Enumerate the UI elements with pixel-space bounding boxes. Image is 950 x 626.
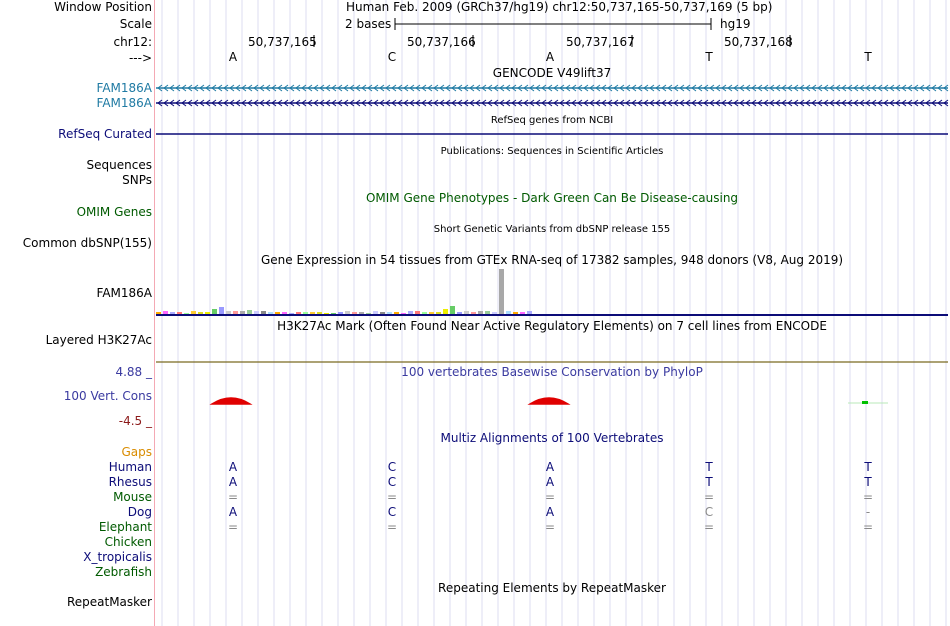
gtex-tissue-bar — [163, 311, 168, 314]
species-label[interactable]: Zebrafish — [95, 565, 152, 579]
gtex-expression-bars[interactable] — [156, 269, 532, 314]
gtex-tissue-bar — [184, 313, 189, 314]
scale-text: 2 bases — [345, 17, 392, 31]
ref-base-2: C — [387, 50, 397, 64]
gtex-tissue-bar — [527, 311, 532, 314]
gtex-tissue-bar — [506, 311, 511, 314]
species-label[interactable]: Human — [108, 460, 152, 474]
gtex-tissue-bar — [366, 313, 371, 314]
alignment-base: T — [864, 460, 872, 474]
phylop-positive-mark — [848, 401, 888, 404]
gtex-tissue-bar — [450, 306, 455, 314]
gtex-tissue-bar — [212, 309, 217, 314]
gtex-tissue-bar — [296, 312, 301, 314]
phylop-min-label: -4.5 _ — [118, 414, 152, 428]
gtex-tissue-bar — [233, 311, 238, 314]
alignment-base: = — [227, 520, 239, 534]
alignment-base: A — [545, 505, 555, 519]
alignment-base: C — [387, 460, 397, 474]
gtex-tissue-bar — [261, 311, 266, 314]
species-label[interactable]: Mouse — [113, 490, 152, 504]
h3k27ac-label[interactable]: Layered H3K27Ac — [45, 333, 152, 347]
gtex-tissue-bar — [282, 312, 287, 314]
alignment-base: = — [386, 520, 398, 534]
gencode-transcript-1[interactable] — [156, 85, 948, 91]
alignment-base: C — [387, 505, 397, 519]
alignment-base: - — [865, 505, 871, 519]
gtex-tissue-bar — [359, 312, 364, 314]
gtex-tissue-bar — [303, 312, 308, 314]
alignment-base: = — [862, 520, 874, 534]
gtex-tissue-bar — [352, 312, 357, 314]
gtex-tissue-bar — [338, 312, 343, 314]
alignment-base: C — [704, 505, 714, 519]
coord-label-3: 50,737,167 — [566, 35, 635, 49]
phylop-negative-mark-1 — [212, 398, 250, 404]
coord-label-4: 50,737,168 — [724, 35, 793, 49]
gtex-tissue-bar — [240, 311, 245, 314]
gtex-tissue-bar — [191, 311, 196, 314]
publications-snps-label[interactable]: SNPs — [122, 173, 152, 187]
alignment-base: = — [862, 490, 874, 504]
publications-title: Publications: Sequences in Scientific Articles — [440, 146, 664, 157]
gtex-tissue-bar — [226, 311, 231, 314]
refseq-label[interactable]: RefSeq Curated — [58, 127, 152, 141]
position-text: Human Feb. 2009 (GRCh37/hg19) chr12:50,737,165-50,737,169 (5 bp) — [346, 0, 773, 14]
gencode-title: GENCODE V49lift37 — [492, 66, 612, 80]
phylop-label[interactable]: 100 Vert. Cons — [63, 389, 152, 403]
gtex-tissue-bar — [471, 312, 476, 314]
alignment-base: = — [703, 490, 715, 504]
alignment-base: T — [864, 475, 872, 489]
gtex-tissue-bar — [268, 312, 273, 314]
gtex-tissue-bar — [387, 312, 392, 314]
alignment-base: = — [386, 490, 398, 504]
gencode-label-1[interactable]: FAM186A — [96, 81, 152, 95]
gtex-tissue-bar — [415, 311, 420, 314]
gtex-tissue-bar — [317, 312, 322, 314]
gtex-tissue-bar — [429, 312, 434, 314]
gtex-tissue-bar — [408, 311, 413, 314]
repeatmasker-label[interactable]: RepeatMasker — [66, 595, 152, 609]
strand-label: ---> — [128, 51, 152, 65]
gtex-tissue-bar — [275, 312, 280, 314]
gtex-tissue-bar — [198, 312, 203, 314]
assembly-text: hg19 — [720, 17, 751, 31]
alignment-base: T — [705, 475, 713, 489]
gtex-tissue-bar — [310, 312, 315, 314]
gtex-tissue-bar — [464, 311, 469, 314]
gtex-gene-label[interactable]: FAM186A — [96, 286, 152, 300]
alignment-base: A — [228, 475, 238, 489]
gencode-transcript-2[interactable] — [156, 100, 948, 106]
omim-title: OMIM Gene Phenotypes - Dark Green Can Be Disease-causing — [365, 191, 739, 205]
alignment-base: A — [545, 460, 555, 474]
ref-base-4: T — [705, 50, 713, 64]
chrom-label: chr12: — [113, 35, 152, 49]
species-label[interactable]: X_tropicalis — [83, 550, 152, 564]
multiz-title: Multiz Alignments of 100 Vertebrates — [440, 431, 664, 445]
gtex-tissue-bar — [401, 313, 406, 314]
gtex-tissue-bar — [373, 311, 378, 314]
dbsnp-label[interactable]: Common dbSNP(155) — [22, 236, 152, 250]
publications-sequences-label[interactable]: Sequences — [86, 158, 152, 172]
species-label[interactable]: Elephant — [98, 520, 152, 534]
refseq-title: RefSeq genes from NCBI — [490, 115, 614, 126]
phylop-title: 100 vertebrates Basewise Conservation by PhyloP — [401, 365, 703, 379]
gtex-tissue-bar — [170, 312, 175, 314]
gtex-tissue-bar — [345, 311, 350, 314]
gtex-tissue-bar — [254, 311, 259, 314]
gtex-tissue-bar — [422, 312, 427, 314]
ref-base-5: T — [864, 50, 872, 64]
species-label[interactable]: Rhesus — [108, 475, 152, 489]
species-label[interactable]: Chicken — [104, 535, 152, 549]
gtex-tissue-bar — [156, 312, 161, 314]
h3k27ac-title: H3K27Ac Mark (Often Found Near Active Regulatory Elements) on 7 cell lines from ENCODE — [277, 319, 827, 333]
gtex-tissue-bar — [436, 312, 441, 314]
alignment-base: C — [387, 475, 397, 489]
gtex-tissue-bar — [331, 313, 336, 314]
gtex-title: Gene Expression in 54 tissues from GTEx RNA-seq of 17382 samples, 948 donors (V8, Aug 2019) — [260, 253, 844, 267]
gtex-tissue-bar — [457, 312, 462, 314]
alignment-base: A — [545, 475, 555, 489]
coord-label-2: 50,737,166 — [407, 35, 476, 49]
repeatmasker-title: Repeating Elements by RepeatMasker — [438, 581, 666, 595]
alignment-base: = — [544, 490, 556, 504]
gtex-tissue-bar — [478, 311, 483, 314]
gtex-tissue-bar — [289, 313, 294, 314]
ref-base-3: A — [545, 50, 555, 64]
gencode-label-2[interactable]: FAM186A — [96, 96, 152, 110]
gtex-tissue-bar — [513, 312, 518, 314]
phylop-max-label: 4.88 _ — [115, 365, 152, 379]
coord-label-1: 50,737,165 — [248, 35, 317, 49]
alignment-base: = — [227, 490, 239, 504]
gtex-tissue-bar — [394, 312, 399, 314]
gtex-tissue-bar — [219, 307, 224, 314]
gtex-tissue-bar — [177, 312, 182, 314]
window-position-label: Window Position — [54, 0, 152, 14]
ref-base-1: A — [228, 50, 238, 64]
alignment-base: A — [228, 505, 238, 519]
dbsnp-title: Short Genetic Variants from dbSNP release 155 — [433, 224, 671, 235]
gtex-tissue-bar — [492, 312, 497, 314]
scale-label: Scale — [119, 17, 152, 31]
gtex-tissue-bar — [485, 311, 490, 314]
gtex-tissue-bar — [443, 309, 448, 314]
gtex-tissue-bar — [499, 269, 504, 314]
alignment-base: = — [544, 520, 556, 534]
omim-label[interactable]: OMIM Genes — [76, 205, 152, 219]
alignment-base: A — [228, 460, 238, 474]
species-label[interactable]: Dog — [127, 505, 152, 519]
gtex-tissue-bar — [247, 310, 252, 314]
gtex-tissue-bar — [205, 312, 210, 314]
phylop-negative-mark-2 — [530, 398, 568, 404]
gtex-tissue-bar — [520, 312, 525, 314]
gaps-label: Gaps — [121, 445, 152, 459]
alignment-base: = — [703, 520, 715, 534]
gtex-tissue-bar — [324, 313, 329, 314]
scale-bar — [395, 18, 711, 30]
alignment-base: T — [705, 460, 713, 474]
gtex-tissue-bar — [380, 312, 385, 314]
